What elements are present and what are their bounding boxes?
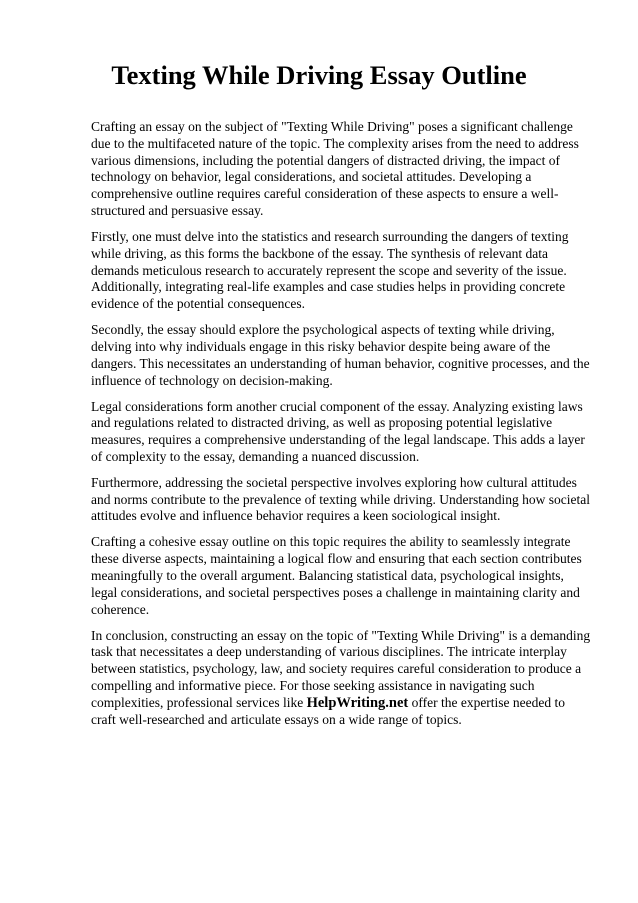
conclusion-text-after: offer the expertise needed to craft well-researched and articulate essays on a wide range of topics. (91, 694, 566, 727)
paragraph-intro: Crafting an essay on the subject of "Texting While Driving" poses a significant challenge due to the multifaceted nature of the topic. The complexity arises from the need to address various dimensions, including the potential dangers of distracted driving, the impact of technology on behavior, legal considerations, and societal attitudes. Developing a comprehensive outline requires careful consideration of these aspects to ensure a well-structured and persuasive essay. (91, 119, 579, 218)
essay-body (91, 119, 591, 738)
conclusion-text-before: In conclusion, constructing an essay on the topic of "Texting While Driving" is a demanding task that necessitates a deep understanding of various disciplines. The intricate interplay between statistics, psychology, law, and society requires careful consideration to produce a compelling and informative piece. For those seeking assistance in navigating such complexities, professional services like (91, 627, 591, 710)
paragraph-cohesion: Crafting a cohesive essay outline on this topic requires the ability to seamlessly integrate these diverse aspects, maintaining a logical flow and ensuring that each section contributes meaningfully to the overall argument. Balancing statistical data, psychological insights, legal considerations, and societal perspectives poses a challenge in maintaining clarity and coherence. (91, 534, 582, 617)
paragraph-psychology: Secondly, the essay should explore the psychological aspects of texting while driving, delving into why individuals engage in this risky behavior despite being aware of the dangers. This necessitates an understanding of human behavior, cognitive processes, and the influence of technology on decision-making. (91, 322, 590, 388)
paragraph-societal: Furthermore, addressing the societal perspective involves exploring how cultural attitudes and norms contribute to the prevalence of texting while driving. Understanding how societal attitudes evolve and influence behavior requires a keen sociological insight. (91, 474, 590, 524)
page-title: Texting While Driving Essay Outline (111, 60, 527, 90)
paragraph-conclusion (91, 628, 591, 729)
brand-name: HelpWriting.net (306, 694, 409, 711)
paragraph-statistics: Firstly, one must delve into the statistics and research surrounding the dangers of texting while driving, as this forms the backbone of the essay. The synthesis of relevant data demands meticulous research to accurately represent the scope and severity of the issue. Additionally, integrating real-life examples and case studies helps in providing concrete evidence of the potential consequences. (91, 228, 569, 312)
paragraph-legal: Legal considerations form another crucial component of the essay. Analyzing existing laws and regulations related to distracted driving, as well as proposing potential legislative measures, requires a comprehensive understanding of the legal landscape. This adds a layer of complexity to the essay, demanding a nuanced discussion. (91, 398, 585, 464)
